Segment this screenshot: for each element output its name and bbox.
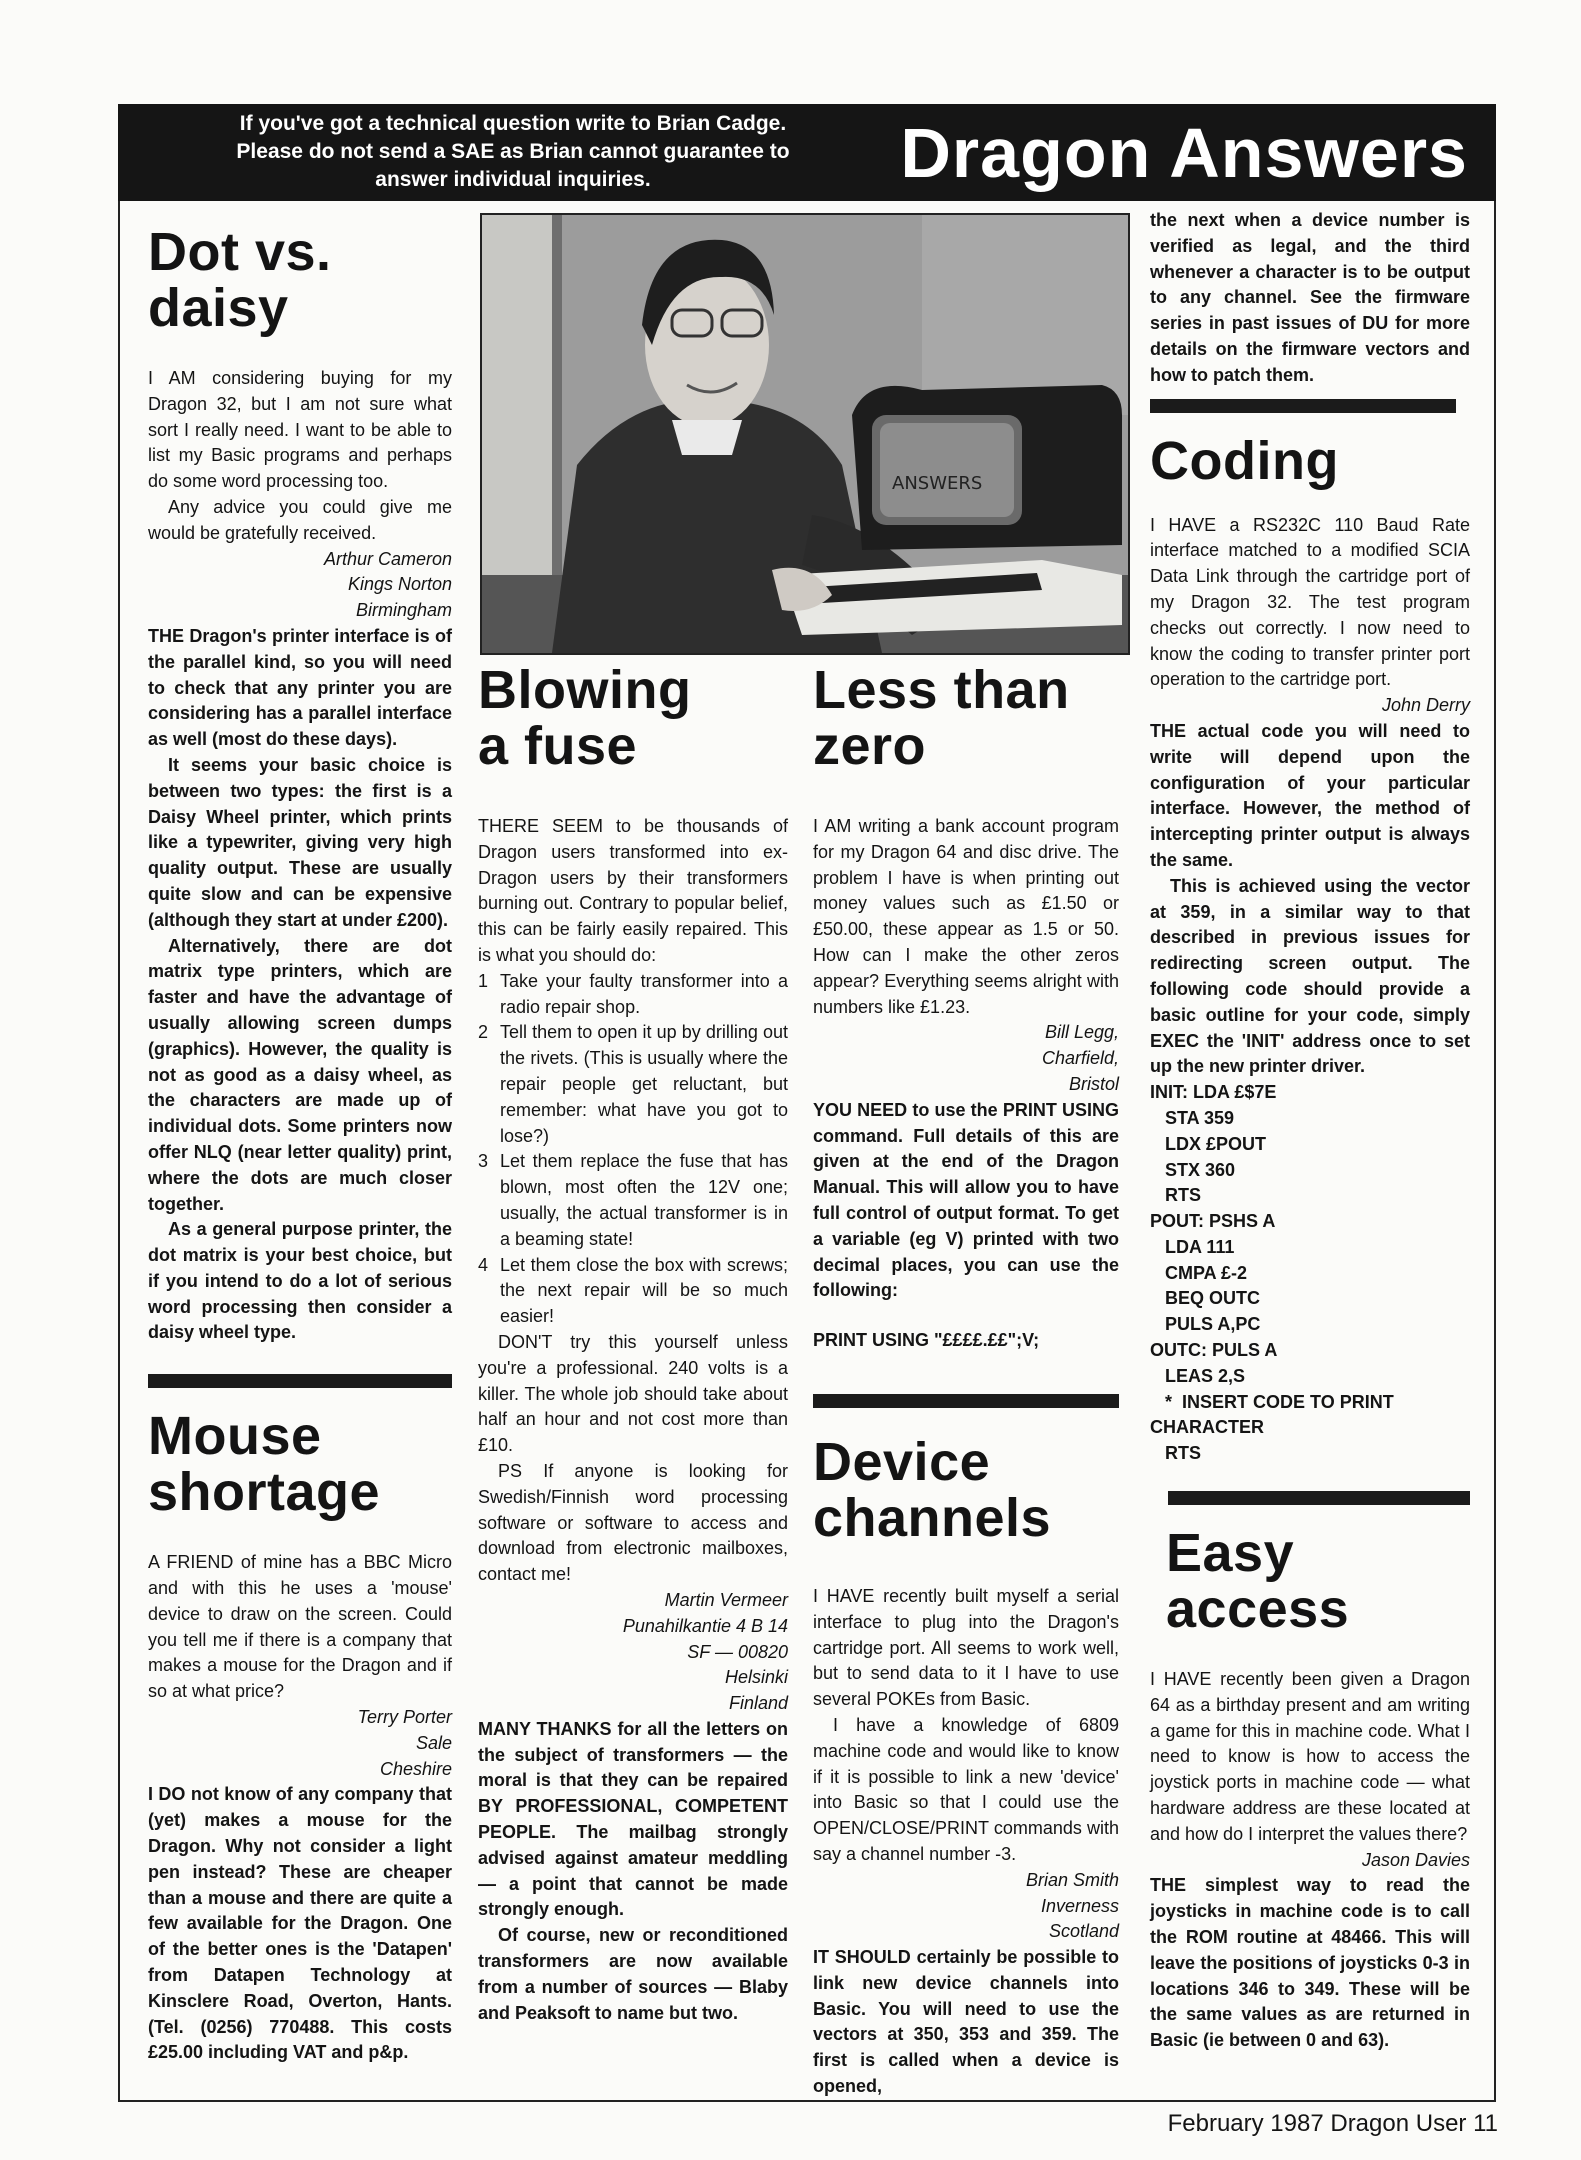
- letter-paragraph: I AM considering buying for my Dragon 32, but I am not sure what sort I really need. I want to be able to list my Basic programs and perhaps do some word processing too.: [148, 368, 452, 492]
- section-divider: [813, 1394, 1119, 1408]
- letter-signature: Punahilkantie 4 B 14: [622, 1615, 788, 1636]
- letter-signature: Charfield,: [1041, 1048, 1119, 1069]
- letter-signature: Sale: [415, 1732, 452, 1753]
- letter-paragraph: A FRIEND of mine has a BBC Micro and with this he uses a 'mouse' device to draw on the screen. Could you tell me if there is a company that makes a mouse for the Dragon and if so at what price?: [148, 1552, 452, 1702]
- letter-paragraph: I have a knowledge of 6809 machine code and would like to know if it is possible to link a new 'device' into Basic so that I could use the OPEN/CLOSE/PRINT commands with say a channel number -3.: [813, 1714, 1119, 1864]
- letter-signature: Terry Porter: [357, 1707, 452, 1728]
- letter-signature: Helsinki: [724, 1667, 788, 1688]
- letter-signature: Kings Norton: [347, 574, 452, 595]
- article-heading-fuse: Blowing a fuse: [478, 660, 692, 776]
- code-line: CHARACTER: [1150, 1417, 1264, 1438]
- code-line: PULS A,PC: [1150, 1314, 1261, 1335]
- header-note-line: answer individual inquiries.: [375, 168, 651, 191]
- list-item: 1 Take your faulty transformer into a radio repair shop.: [478, 970, 788, 1017]
- answer-paragraph: As a general purpose printer, the dot matrix is your best choice, but if you intend to do a lot of serious word processing then consider a daisy wheel type.: [148, 1219, 452, 1343]
- repair-steps-list: [478, 969, 788, 1330]
- article-heading-dot-daisy: Dot vs. daisy: [148, 222, 332, 338]
- code-line: RTS: [1150, 1185, 1202, 1206]
- header-note-line: Please do not send a SAE as Brian cannot guarantee to: [236, 140, 790, 163]
- code-line: LEAS 2,S: [1150, 1365, 1246, 1386]
- answer-paragraph: the next when a device number is verified as legal, and the third whenever a character is to be output to any channel. See the firmware series in past issues of DU for more details on the firmware vectors and how to patch them.: [1150, 210, 1470, 385]
- answer-paragraph: THE Dragon's printer interface is of the parallel kind, so you will need to check that any printer you are considering has a parallel interface as well (most do these days).: [148, 625, 452, 750]
- answer-paragraph: IT SHOULD certainly be possible to link new device channels into Basic. You will need to use the vectors at 350, 353 and 359. The first is called when a device is opened,: [813, 1947, 1119, 2097]
- article-heading-mouse: Mouse shortage: [148, 1406, 381, 1523]
- code-line: PRINT USING "££££.££";V;: [813, 1330, 1040, 1351]
- letter-paragraph: Any advice you could give me would be gratefully received.: [148, 496, 452, 543]
- code-line: POUT: PSHS A: [1150, 1211, 1276, 1232]
- column-1: [148, 222, 452, 2066]
- letter-paragraph: PS If anyone is looking for Swedish/Finnish word processing software or software to access and download from electronic mailboxes, contact me!: [478, 1460, 788, 1585]
- column-2: [478, 658, 788, 2026]
- header-note: [178, 110, 848, 194]
- code-line: * INSERT CODE TO PRINT: [1150, 1391, 1394, 1412]
- answer-paragraph: It seems your basic choice is between two types: the first is a Daisy Wheel printer, which prints like a typewriter, giving very high quality output. These are usually quite slow and can be expensive (although they start at under £200).: [148, 754, 452, 930]
- list-item: 4 Let them close the box with screws; the next repair will be so much easier!: [478, 1254, 788, 1327]
- section-divider: [1150, 399, 1456, 413]
- header-bar: [118, 104, 1496, 201]
- letter-signature: Cheshire: [379, 1758, 452, 1779]
- letter-signature: John Derry: [1381, 695, 1470, 716]
- letter-signature: Bill Legg,: [1044, 1022, 1119, 1043]
- code-listing: [1150, 1080, 1470, 1467]
- answer-paragraph: This is achieved using the vector at 359, in a similar way to that described in previous issues for redirecting screen output. The following code should provide a basic outline for your code, simply EXEC the 'INIT' address once to set up the new printer driver.: [1150, 875, 1470, 1077]
- column-4: [1150, 208, 1470, 2054]
- photo-man-with-dragon-computer: [480, 213, 1130, 655]
- photo-screen-text: ANSWERS: [892, 473, 983, 494]
- article-heading-zero: Less than zero: [813, 660, 1070, 776]
- page-title: Dragon Answers: [900, 114, 1468, 192]
- letter-signature: Jason Davies: [1361, 1849, 1470, 1870]
- letter-signature: Scotland: [1048, 1921, 1119, 1942]
- answer-paragraph: MANY THANKS for all the letters on the subject of transformers — the moral is that they can be repaired BY PROFESSIONAL, COMPETENT PEOPLE. The mailbag strongly advised against amateur meddling — a point that cannot be made strongly enough.: [478, 1718, 788, 1920]
- answer-paragraph: Alternatively, there are dot matrix type printers, which are faster and have the advantage of usually allowing screen dumps (graphics). However, the quality is not as good as a daisy wheel, as the characters are made up of individual dots. Some printers now offer NLQ (near letter quality) print, where the dots are much closer together.: [148, 935, 452, 1214]
- letter-paragraph: I HAVE a RS232C 110 Baud Rate interface matched to a modified SCIA Data Link through the cartridge port of my Dragon 32. The test program checks out correctly. I now need to know the coding to transfer printer port operation to the cartridge port.: [1150, 514, 1470, 690]
- article-heading-easy: Easy access: [1166, 1523, 1350, 1640]
- answer-paragraph: I DO not know of any company that (yet) makes a mouse for the Dragon. Why not consider a light pen instead? These are cheaper than a mouse and there are quite a few available for the Dragon. One of the better ones is the 'Datapen' from Datapen Technology at Kinsclere Road, Overton, Hants. (Tel. (0256) 770488. This costs £25.00 including VAT and p&p.: [148, 1784, 452, 2063]
- letter-signature: Finland: [728, 1693, 788, 1714]
- answer-paragraph: Of course, new or reconditioned transformers are now available from a number of sources — Blaby and Peaksoft to name but two.: [478, 1925, 788, 2023]
- article-heading-device: Device channels: [813, 1431, 1052, 1548]
- code-line: CMPA £-2: [1150, 1262, 1248, 1283]
- page-footer: February 1987 Dragon User 11: [1167, 2110, 1498, 2137]
- letter-paragraph: I AM writing a bank account program for my Dragon 64 and disc drive. The problem I have is when printing out money values such as £1.50 or £50.00, these appear as 1.5 or 50. How can I make the other zeros appear? Everything seems alright with numbers like £1.23.: [813, 816, 1119, 1017]
- section-divider: [148, 1374, 452, 1388]
- letter-paragraph: DON'T try this yourself unless you're a professional. 240 volts is a killer. The whole job should take about half an hour and not cost more than £10.: [478, 1331, 788, 1456]
- answer-paragraph: YOU NEED to use the PRINT USING command. Full details of this are given at the end of the Dragon Manual. This will allow you to have full control of output format. To get a variable (eg V) printed with two decimal places, you can use the following:: [813, 1099, 1119, 1301]
- photo-illustration: [482, 215, 1128, 653]
- letter-paragraph: THERE SEEM to be thousands of Dragon users transformed into ex-Dragon users by their transformers burning out. Contrary to popular belief, this can be fairly easily repaired. This is what you should do:: [478, 816, 788, 965]
- list-item: 3 Let them replace the fuse that has blown, most often the 12V one; usually, the actual transformer is in a beaming state!: [478, 1151, 788, 1249]
- letter-paragraph: I HAVE recently been given a Dragon 64 as a birthday present and am writing a game for this in machine code. What I need to know is how to access the joystick ports in machine code — what hardware address are these located at and how do I interpret the values there?: [1150, 1669, 1470, 1844]
- letter-signature: Bristol: [1068, 1073, 1119, 1094]
- section-divider: [1168, 1491, 1470, 1505]
- letter-signature: Arthur Cameron: [323, 548, 452, 569]
- column-3: [813, 658, 1119, 2100]
- code-line: BEQ OUTC: [1150, 1288, 1261, 1309]
- answer-paragraph: THE actual code you will need to write will depend upon the configuration of your particular interface. However, the method of intercepting printer output is always the same.: [1150, 720, 1470, 870]
- letter-signature: SF — 00820: [687, 1641, 788, 1662]
- letter-signature: Inverness: [1040, 1895, 1119, 1916]
- letter-signature: Birmingham: [355, 600, 452, 621]
- code-line: STA 359: [1150, 1107, 1235, 1128]
- letter-paragraph: I HAVE recently built myself a serial interface to plug into the Dragon's cartridge port. All seems to work well, but to send data to it I have to use several POKEs from Basic.: [813, 1585, 1119, 1710]
- code-line: OUTC: PULS A: [1150, 1340, 1278, 1361]
- letter-signature: Martin Vermeer: [664, 1589, 788, 1610]
- code-line: STX 360: [1150, 1159, 1236, 1180]
- code-line: INIT: LDA £$7E: [1150, 1082, 1277, 1103]
- code-line: RTS: [1150, 1443, 1202, 1464]
- code-line: LDA 111: [1150, 1236, 1235, 1257]
- article-heading-coding: Coding: [1150, 430, 1339, 491]
- answer-paragraph: THE simplest way to read the joysticks in machine code is to call the ROM routine at 48466. This will leave the positions of joysticks 0-3 in locations 346 to 349. These will be the same values as are returned in Basic (ie between 0 and 63).: [1150, 1875, 1470, 2051]
- letter-signature: Brian Smith: [1025, 1869, 1119, 1890]
- code-line: LDX £POUT: [1150, 1133, 1267, 1154]
- header-note-line: If you've got a technical question write to Brian Cadge.: [239, 112, 787, 135]
- list-item: 2 Tell them to open it up by drilling out the rivets. (This is usually where the repair people get reluctant, but remember: what have you got to lose?): [478, 1022, 788, 1146]
